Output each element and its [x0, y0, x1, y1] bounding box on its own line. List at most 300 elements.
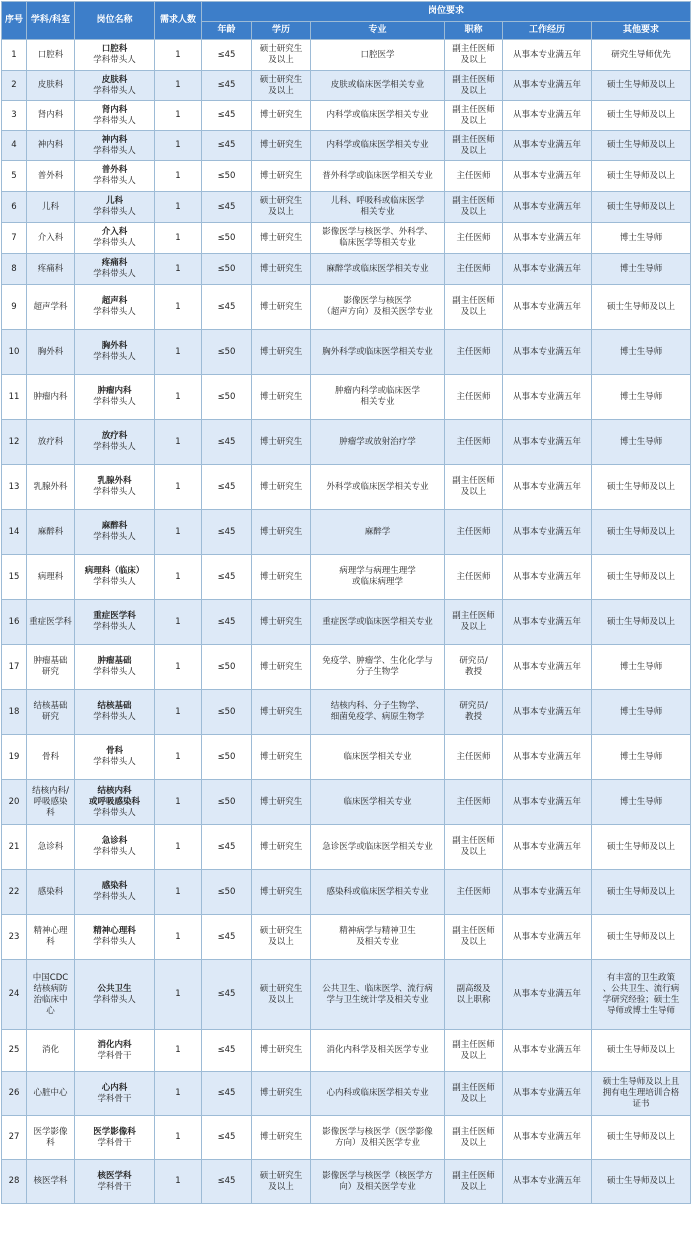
- cell-count: [155, 555, 202, 600]
- cell-dept: [27, 780, 75, 825]
- cell-title-text: 副主任医师 及以上: [452, 926, 495, 947]
- cell-title: [445, 1160, 503, 1204]
- cell-dept: [27, 330, 75, 375]
- cell-position: [75, 285, 155, 330]
- cell-experience: [503, 330, 592, 375]
- cell-dept: [27, 1160, 75, 1204]
- cell-seq: [2, 735, 27, 780]
- cell-education-text: 博士研究生: [259, 886, 303, 897]
- position-subtitle: 学科骨干: [97, 1093, 132, 1104]
- cell-dept: [27, 825, 75, 870]
- cell-count-text: 1: [175, 110, 181, 120]
- cell-seq: [2, 555, 27, 600]
- cell-other: [592, 223, 691, 254]
- cell-title: [445, 131, 503, 161]
- cell-education-text: 博士研究生: [259, 346, 303, 357]
- cell-major-text: 临床医学相关专业: [343, 751, 412, 762]
- cell-position: [75, 600, 155, 645]
- cell-major-text: 急诊医学或临床医学相关专业: [322, 841, 433, 852]
- cell-education: [252, 600, 311, 645]
- cell-seq-text: 27: [8, 1132, 20, 1142]
- position-subtitle: 学科骨干: [97, 1137, 132, 1148]
- cell-age: [202, 161, 252, 192]
- cell-education: [252, 223, 311, 254]
- cell-major-text: 肿瘤学或放射治疗学: [339, 436, 416, 447]
- position-title: 口腔科: [101, 44, 128, 54]
- cell-education: [252, 71, 311, 101]
- cell-dept-text: 消化: [41, 1045, 59, 1055]
- cell-count-text: 1: [175, 1132, 181, 1142]
- cell-major-text: 内科学或临床医学相关专业: [326, 140, 429, 150]
- cell-age-text: ≤50: [217, 346, 236, 357]
- cell-other: [592, 1116, 691, 1160]
- position-subtitle: 学科带头人: [93, 667, 136, 677]
- cell-position: [75, 825, 155, 870]
- cell-count: [155, 960, 202, 1030]
- cell-age-text: ≤45: [217, 1176, 236, 1186]
- cell-age-text: ≤50: [217, 751, 236, 762]
- cell-major: [311, 285, 445, 330]
- cell-other: [592, 1072, 691, 1116]
- cell-major: [311, 1116, 445, 1160]
- cell-education-text: 博士研究生: [259, 841, 303, 852]
- table-row: [2, 1116, 691, 1160]
- position-subtitle: 学科带头人: [93, 55, 136, 65]
- cell-title-text: 主任医师: [456, 751, 491, 762]
- position-title: 重症医学科: [93, 611, 136, 621]
- position-subtitle: 学科带头人: [93, 757, 136, 767]
- cell-major-text: 病理学与病理生理学 或临床病理学: [339, 566, 416, 587]
- cell-count: [155, 645, 202, 690]
- cell-seq: [2, 71, 27, 101]
- cell-dept-text: 乳腺外科: [33, 481, 68, 492]
- cell-experience-text: 从事本专业满五年: [512, 571, 581, 582]
- cell-education-text: 博士研究生: [259, 1088, 303, 1098]
- cell-dept: [27, 1030, 75, 1072]
- cell-education: [252, 510, 311, 555]
- cell-dept-text: 肿瘤内科: [33, 391, 68, 402]
- table-row: [2, 735, 691, 780]
- cell-dept-text: 感染科: [37, 886, 64, 897]
- position-title: 肿瘤内科: [97, 386, 132, 396]
- cell-title-text: 主任医师: [456, 886, 491, 897]
- cell-position: [75, 870, 155, 915]
- cell-dept: [27, 555, 75, 600]
- cell-count: [155, 223, 202, 254]
- cell-position: [75, 420, 155, 465]
- position-title: 病理科（临床）: [84, 566, 145, 576]
- cell-title: [445, 915, 503, 960]
- cell-major-text: 影像医学与核医学、外科学、 临床医学等相关专业: [322, 227, 433, 248]
- position-subtitle: 学科带头人: [93, 807, 136, 818]
- position-subtitle: 学科带头人: [93, 85, 136, 96]
- cell-title-text: 主任医师: [456, 436, 491, 447]
- cell-experience: [503, 510, 592, 555]
- cell-other-text: 硕士生导师及以上: [607, 841, 676, 852]
- cell-dept: [27, 223, 75, 254]
- position-subtitle: 学科带头人: [93, 577, 136, 587]
- cell-dept: [27, 192, 75, 223]
- table-body: [2, 40, 691, 1204]
- position-title: 核医学科: [97, 1170, 132, 1181]
- cell-dept-text: 精神心理 科: [33, 926, 68, 947]
- cell-age-text: ≤45: [217, 301, 236, 312]
- cell-age-text: ≤50: [217, 661, 236, 672]
- cell-other: [592, 192, 691, 223]
- cell-dept-text: 医学影像 科: [33, 1126, 68, 1148]
- cell-age-text: ≤50: [217, 796, 236, 807]
- cell-other-text: 硕士生导师及以上: [607, 571, 676, 582]
- cell-title-text: 主任医师: [456, 571, 491, 582]
- table-row: [2, 131, 691, 161]
- cell-major: [311, 101, 445, 131]
- cell-dept: [27, 645, 75, 690]
- position-title: 皮肤科: [101, 74, 128, 85]
- cell-title: [445, 330, 503, 375]
- cell-education: [252, 735, 311, 780]
- cell-count: [155, 510, 202, 555]
- cell-age-text: ≤45: [217, 616, 236, 627]
- cell-position: [75, 1116, 155, 1160]
- cell-major: [311, 420, 445, 465]
- cell-experience: [503, 40, 592, 71]
- cell-education: [252, 780, 311, 825]
- table-row: [2, 870, 691, 915]
- header-requirements: 岗位要求: [202, 2, 691, 22]
- cell-age: [202, 254, 252, 285]
- cell-count: [155, 254, 202, 285]
- cell-experience-text: 从事本专业满五年: [512, 263, 581, 274]
- cell-seq-text: 3: [11, 110, 17, 120]
- cell-position: [75, 161, 155, 192]
- cell-title-text: 主任医师: [456, 391, 491, 402]
- cell-experience-text: 从事本专业满五年: [512, 1176, 581, 1186]
- position-title: 普外科: [101, 165, 128, 175]
- cell-major-text: 影像医学与核医学 （超声方向）及相关医学专业: [322, 296, 433, 317]
- cell-seq-text: 5: [11, 170, 17, 181]
- position-title: 儿科: [105, 196, 123, 206]
- cell-major-text: 重症医学或临床医学相关专业: [322, 616, 433, 627]
- cell-count: [155, 101, 202, 131]
- cell-title: [445, 600, 503, 645]
- cell-education-text: 博士研究生: [259, 232, 303, 243]
- cell-education: [252, 870, 311, 915]
- cell-experience-text: 从事本专业满五年: [512, 140, 581, 150]
- cell-count-text: 1: [175, 571, 181, 582]
- cell-education-text: 博士研究生: [259, 706, 303, 717]
- cell-education-text: 博士研究生: [259, 391, 303, 402]
- cell-age: [202, 40, 252, 71]
- position-title: 结核基础: [97, 701, 132, 711]
- header-title: 职称: [445, 22, 503, 40]
- table-row: [2, 40, 691, 71]
- table-row: [2, 330, 691, 375]
- cell-count: [155, 465, 202, 510]
- cell-major: [311, 330, 445, 375]
- cell-count: [155, 40, 202, 71]
- cell-dept-text: 超声学科: [33, 301, 68, 312]
- cell-education: [252, 1072, 311, 1116]
- cell-major: [311, 690, 445, 735]
- cell-experience: [503, 254, 592, 285]
- position-title: 骨科: [105, 746, 123, 756]
- cell-position: [75, 1030, 155, 1072]
- cell-experience: [503, 825, 592, 870]
- cell-major: [311, 375, 445, 420]
- table-row: [2, 1160, 691, 1204]
- header-other: 其他要求: [592, 22, 691, 40]
- cell-dept: [27, 101, 75, 131]
- table-row: [2, 420, 691, 465]
- cell-title-text: 副主任医师 及以上: [452, 296, 495, 317]
- table-row: [2, 465, 691, 510]
- cell-experience-text: 从事本专业满五年: [512, 1088, 581, 1098]
- cell-major: [311, 510, 445, 555]
- cell-seq: [2, 375, 27, 420]
- cell-dept: [27, 600, 75, 645]
- cell-age: [202, 1160, 252, 1204]
- cell-count-text: 1: [175, 301, 181, 312]
- cell-major: [311, 1030, 445, 1072]
- cell-other: [592, 375, 691, 420]
- position-title: 医学影像科: [93, 1126, 136, 1137]
- cell-experience-text: 从事本专业满五年: [512, 796, 581, 807]
- cell-experience-text: 从事本专业满五年: [512, 49, 581, 60]
- cell-position: [75, 555, 155, 600]
- cell-other: [592, 735, 691, 780]
- cell-experience-text: 从事本专业满五年: [512, 841, 581, 852]
- position-title: 放疗科: [101, 431, 128, 441]
- cell-seq-text: 26: [8, 1088, 20, 1098]
- cell-age-text: ≤45: [217, 80, 236, 90]
- cell-education: [252, 101, 311, 131]
- cell-seq: [2, 690, 27, 735]
- cell-education: [252, 915, 311, 960]
- cell-major-text: 外科学或临床医学相关专业: [326, 481, 429, 492]
- cell-other: [592, 780, 691, 825]
- cell-position: [75, 960, 155, 1030]
- cell-seq: [2, 131, 27, 161]
- cell-other: [592, 254, 691, 285]
- cell-experience-text: 从事本专业满五年: [512, 751, 581, 762]
- position-title: 麻醉科: [101, 521, 128, 531]
- position-title: 结核内科 或呼吸感染科: [88, 785, 140, 807]
- cell-experience: [503, 465, 592, 510]
- table-row: [2, 1072, 691, 1116]
- cell-education: [252, 1116, 311, 1160]
- cell-seq: [2, 600, 27, 645]
- cell-other-text: 博士生导师: [619, 391, 663, 402]
- cell-seq: [2, 420, 27, 465]
- cell-count: [155, 825, 202, 870]
- cell-count-text: 1: [175, 1045, 181, 1055]
- cell-count: [155, 1030, 202, 1072]
- cell-count-text: 1: [175, 931, 181, 942]
- cell-major: [311, 71, 445, 101]
- position-subtitle: 学科带头人: [93, 115, 136, 126]
- cell-major: [311, 780, 445, 825]
- cell-count-text: 1: [175, 263, 181, 274]
- position-subtitle: 学科带头人: [93, 207, 136, 217]
- position-subtitle: 学科带头人: [93, 352, 136, 362]
- cell-position: [75, 735, 155, 780]
- cell-age: [202, 285, 252, 330]
- cell-dept-text: 疼痛科: [37, 263, 64, 274]
- cell-seq: [2, 1116, 27, 1160]
- cell-other-text: 硕士生导师及以上: [607, 170, 676, 181]
- cell-experience: [503, 1160, 592, 1204]
- position-title: 肾内科: [101, 104, 128, 115]
- cell-experience: [503, 375, 592, 420]
- cell-seq-text: 11: [8, 391, 20, 402]
- cell-seq: [2, 101, 27, 131]
- position-subtitle: 学科带头人: [93, 442, 136, 452]
- cell-experience: [503, 1072, 592, 1116]
- table-row: [2, 960, 691, 1030]
- cell-age-text: ≤50: [217, 170, 236, 181]
- position-title: 消化内科: [97, 1039, 132, 1050]
- cell-title: [445, 735, 503, 780]
- cell-major-text: 胸外科学或临床医学相关专业: [322, 346, 433, 357]
- cell-seq-text: 9: [11, 301, 17, 312]
- cell-position: [75, 40, 155, 71]
- cell-position: [75, 330, 155, 375]
- cell-count: [155, 1116, 202, 1160]
- cell-other: [592, 465, 691, 510]
- position-title: 神内科: [101, 134, 128, 145]
- cell-dept-text: 结核基础 研究: [33, 701, 68, 722]
- cell-count-text: 1: [175, 80, 181, 90]
- table-row: [2, 375, 691, 420]
- cell-dept: [27, 735, 75, 780]
- table-row: [2, 71, 691, 101]
- position-subtitle: 学科带头人: [93, 487, 136, 497]
- cell-position: [75, 223, 155, 254]
- cell-experience: [503, 690, 592, 735]
- cell-seq-text: 2: [11, 80, 17, 90]
- cell-major-text: 口腔医学: [360, 49, 395, 60]
- cell-title: [445, 161, 503, 192]
- cell-education-text: 博士研究生: [259, 571, 303, 582]
- cell-count-text: 1: [175, 616, 181, 627]
- cell-seq: [2, 510, 27, 555]
- cell-title: [445, 1116, 503, 1160]
- cell-age-text: ≤45: [217, 989, 236, 999]
- header-count: 需求人数: [155, 2, 202, 40]
- cell-count: [155, 192, 202, 223]
- cell-seq-text: 14: [8, 526, 20, 537]
- cell-education: [252, 690, 311, 735]
- cell-other: [592, 870, 691, 915]
- cell-age: [202, 600, 252, 645]
- cell-count: [155, 1072, 202, 1116]
- cell-count-text: 1: [175, 436, 181, 447]
- cell-major-text: 结核内科、分子生物学、 细菌免疫学、病原生物学: [330, 701, 425, 722]
- cell-other: [592, 915, 691, 960]
- cell-major: [311, 161, 445, 192]
- cell-other-text: 博士生导师: [619, 751, 663, 762]
- cell-seq-text: 8: [11, 263, 17, 274]
- cell-education: [252, 420, 311, 465]
- cell-count-text: 1: [175, 140, 181, 150]
- cell-seq-text: 1: [11, 49, 17, 60]
- cell-other-text: 博士生导师: [619, 796, 663, 807]
- cell-count-text: 1: [175, 201, 181, 212]
- header-position: 岗位名称: [75, 2, 155, 40]
- cell-position: [75, 192, 155, 223]
- cell-major-text: 心内科或临床医学相关专业: [326, 1088, 429, 1098]
- table-row: [2, 690, 691, 735]
- cell-other: [592, 1030, 691, 1072]
- cell-experience-text: 从事本专业满五年: [512, 661, 581, 672]
- cell-dept: [27, 420, 75, 465]
- cell-major-text: 公共卫生、临床医学、流行病 学与卫生统计学及相关专业: [322, 983, 433, 1005]
- cell-other-text: 硕士生导师及以上: [607, 1045, 676, 1055]
- cell-major: [311, 1072, 445, 1116]
- cell-major-text: 影像医学与核医学（核医学方 向）及相关医学专业: [322, 1170, 433, 1192]
- cell-experience-text: 从事本专业满五年: [512, 1132, 581, 1142]
- cell-education: [252, 192, 311, 223]
- cell-major-text: 普外科学或临床医学相关专业: [322, 170, 433, 181]
- cell-major-text: 内科学或临床医学相关专业: [326, 110, 429, 120]
- cell-title-text: 副主任医师 及以上: [452, 1126, 495, 1148]
- cell-title-text: 副主任医师 及以上: [452, 1170, 495, 1192]
- cell-major: [311, 192, 445, 223]
- cell-experience: [503, 1030, 592, 1072]
- cell-major: [311, 555, 445, 600]
- cell-title-text: 研究员/ 教授: [459, 701, 488, 722]
- cell-education: [252, 161, 311, 192]
- position-subtitle: 学科带头人: [93, 994, 136, 1005]
- cell-experience-text: 从事本专业满五年: [512, 436, 581, 447]
- header-age: 年龄: [202, 22, 252, 40]
- cell-major-text: 精神病学与精神卫生 及相关专业: [339, 926, 416, 947]
- cell-major-text: 消化内科学及相关医学专业: [326, 1045, 429, 1055]
- cell-dept-text: 放疗科: [37, 436, 64, 447]
- cell-age-text: ≤45: [217, 931, 236, 942]
- cell-dept-text: 病理科: [37, 571, 64, 582]
- cell-title-text: 副主任医师 及以上: [452, 196, 495, 217]
- cell-count: [155, 71, 202, 101]
- cell-age: [202, 223, 252, 254]
- cell-title-text: 主任医师: [456, 170, 491, 181]
- cell-other: [592, 960, 691, 1030]
- cell-education: [252, 960, 311, 1030]
- cell-other-text: 硕士生导师及以上: [607, 1176, 676, 1186]
- cell-experience: [503, 101, 592, 131]
- cell-seq: [2, 645, 27, 690]
- cell-position: [75, 101, 155, 131]
- cell-dept-text: 皮肤科: [37, 80, 64, 90]
- cell-age-text: ≤50: [217, 706, 236, 717]
- cell-title: [445, 645, 503, 690]
- cell-seq-text: 23: [8, 931, 20, 942]
- cell-education: [252, 465, 311, 510]
- cell-position: [75, 375, 155, 420]
- cell-title: [445, 254, 503, 285]
- cell-position: [75, 131, 155, 161]
- cell-title: [445, 101, 503, 131]
- cell-dept-text: 麻醉科: [37, 526, 64, 537]
- cell-title: [445, 960, 503, 1030]
- cell-dept-text: 神内科: [37, 140, 64, 150]
- cell-title: [445, 1030, 503, 1072]
- cell-dept: [27, 465, 75, 510]
- cell-education-text: 博士研究生: [259, 616, 303, 627]
- cell-age: [202, 555, 252, 600]
- cell-age: [202, 375, 252, 420]
- cell-major: [311, 254, 445, 285]
